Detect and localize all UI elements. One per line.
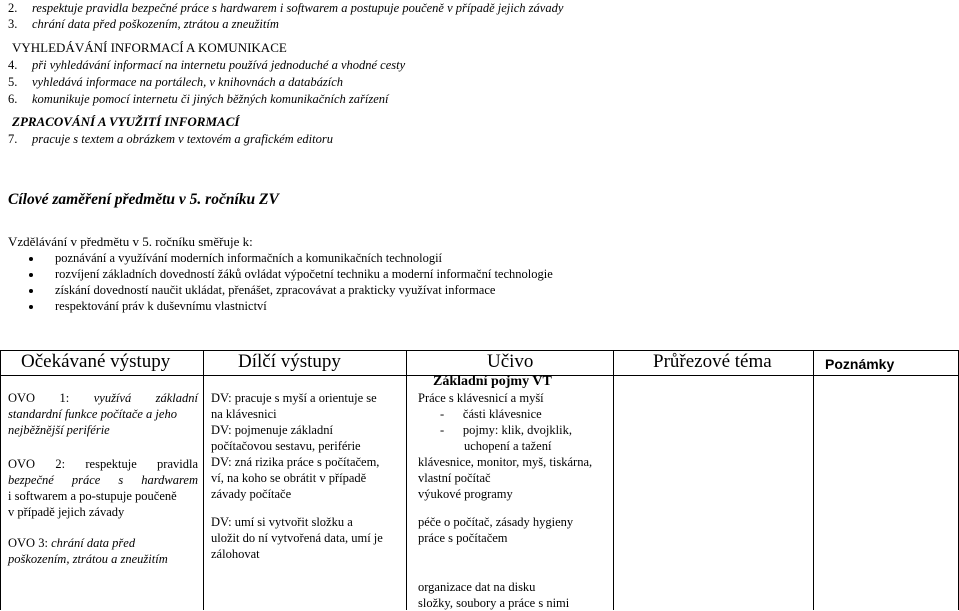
table-border [813, 350, 814, 610]
header-notes: Poznámky [825, 356, 895, 372]
goal-title: Cílové zaměření předmětu v 5. ročníku ZV [8, 191, 279, 208]
ovo-code: OVO 1: [8, 391, 70, 405]
list-number: 3. [8, 17, 18, 31]
header-expected-outcomes: Očekávané výstupy [21, 351, 171, 372]
dv-block-1 [211, 390, 401, 502]
dv-line: počítačovou sestavu, periférie [211, 439, 361, 453]
dv-line: DV: umí si vytvořit složku a [211, 515, 353, 529]
dv-line: DV: pracuje s myší a orientuje se [211, 391, 377, 405]
ucivo-block-3 [418, 579, 610, 611]
dv-line: závady počítače [211, 487, 292, 501]
ovo-text: standardní funkce počítače a jeho [8, 407, 177, 421]
ovo-1 [8, 390, 198, 438]
ovo-text: nejběžnější periférie [8, 423, 110, 437]
dv-line: ví, na koho se obrátit v případě [211, 471, 367, 485]
ovo-text: využívá základní [93, 391, 199, 405]
dv-line: zálohovat [211, 547, 260, 561]
ovo-code: OVO 3: [8, 536, 48, 550]
list-item: respektuje pravidla bezpečné práce s hardwarem i softwarem a postupuje poučeně v případě jejich závady [32, 1, 564, 15]
ucivo-line: - části klávesnice [440, 407, 542, 421]
header-cross-topic: Průřezové téma [653, 351, 772, 372]
goal-bullet: poznávání a využívání moderních informačních a komunikačních technologií [55, 251, 443, 265]
table-border [203, 350, 204, 610]
ovo-text: i softwarem a po-stupuje poučeně [8, 489, 177, 503]
ucivo-line: výukové programy [418, 487, 513, 501]
ovo-code: OVO 2: [8, 457, 66, 471]
bullet-icon [29, 273, 33, 277]
ucivo-line: složky, soubory a práce s nimi [418, 596, 570, 610]
bullet-icon [29, 257, 33, 261]
ovo-text: bezpečné práce s hardwarem [8, 473, 198, 487]
dv-line: DV: zná rizika práce s počítačem, [211, 455, 380, 469]
ucivo-block-1 [418, 390, 610, 502]
ucivo-line: uchopení a tažení [464, 439, 552, 453]
list-item: chrání data před poškozením, ztrátou a zneužitím [32, 17, 279, 31]
ucivo-line: vlastní počítač [418, 471, 491, 485]
table-border [406, 350, 407, 610]
list-number: 6. [8, 92, 18, 106]
ucivo-line: klávesnice, monitor, myš, tiskárna, [418, 455, 593, 469]
dv-line: na klávesnici [211, 407, 277, 421]
list-item: komunikuje pomocí internetu či jiných běžných komunikačních zařízení [32, 92, 389, 106]
list-number: 5. [8, 75, 18, 89]
list-item: vyhledává informace na portálech, v knihovnách a databázích [32, 75, 344, 89]
goal-bullet: respektování práv k duševnímu vlastnictví [55, 299, 267, 313]
ovo-3 [8, 535, 198, 567]
bullet-icon [29, 305, 33, 309]
list-item: při vyhledávání informací na internetu používá jednoduché a vhodné cesty [32, 58, 406, 72]
header-partial-outcomes: Dílčí výstupy [238, 351, 341, 372]
ucivo-line: péče o počítač, zásady hygieny [418, 515, 574, 529]
ucivo-title: Základní pojmy VT [433, 374, 552, 389]
dv-block-2 [211, 514, 401, 562]
ucivo-line: - pojmy: klik, dvojklik, [440, 423, 572, 437]
dv-line: uložit do ní vytvořená data, umí je [211, 531, 383, 545]
section-heading: VYHLEDÁVÁNÍ INFORMACÍ A KOMUNIKACE [12, 40, 287, 55]
list-number: 2. [8, 1, 18, 15]
dv-line: DV: pojmenuje základní [211, 423, 333, 437]
bullet-icon [29, 289, 33, 293]
ucivo-line: organizace dat na disku [418, 580, 536, 594]
ovo-text: respektuje pravidla [85, 457, 198, 471]
ucivo-line: Práce s klávesnicí a myší [418, 391, 544, 405]
goal-bullet: rozvíjení základních dovedností žáků ovládat výpočetní techniku a moderní informační technologie [55, 267, 553, 281]
ovo-2 [8, 456, 198, 520]
list-number: 4. [8, 58, 18, 72]
goal-bullet: získání dovedností naučit ukládat, přenášet, zpracovávat a prakticky využívat informace [55, 283, 496, 297]
list-item: pracuje s textem a obrázkem v textovém a grafickém editoru [32, 132, 333, 146]
section-heading: ZPRACOVÁNÍ A VYUŽITÍ INFORMACÍ [12, 114, 240, 129]
ovo-text: chrání data před [51, 536, 136, 550]
ovo-text: v případě jejich závady [8, 505, 125, 519]
ucivo-line: práce s počítačem [418, 531, 508, 545]
ucivo-block-2 [418, 514, 610, 546]
goal-intro: Vzdělávání v předmětu v 5. ročníku směřuje k: [8, 234, 253, 249]
list-number: 7. [8, 132, 18, 146]
curriculum-table [0, 350, 959, 610]
ovo-text: poškozením, ztrátou a zneužitím [8, 552, 168, 566]
table-border [0, 350, 1, 610]
header-curriculum: Učivo [487, 351, 534, 372]
table-border [613, 350, 614, 610]
